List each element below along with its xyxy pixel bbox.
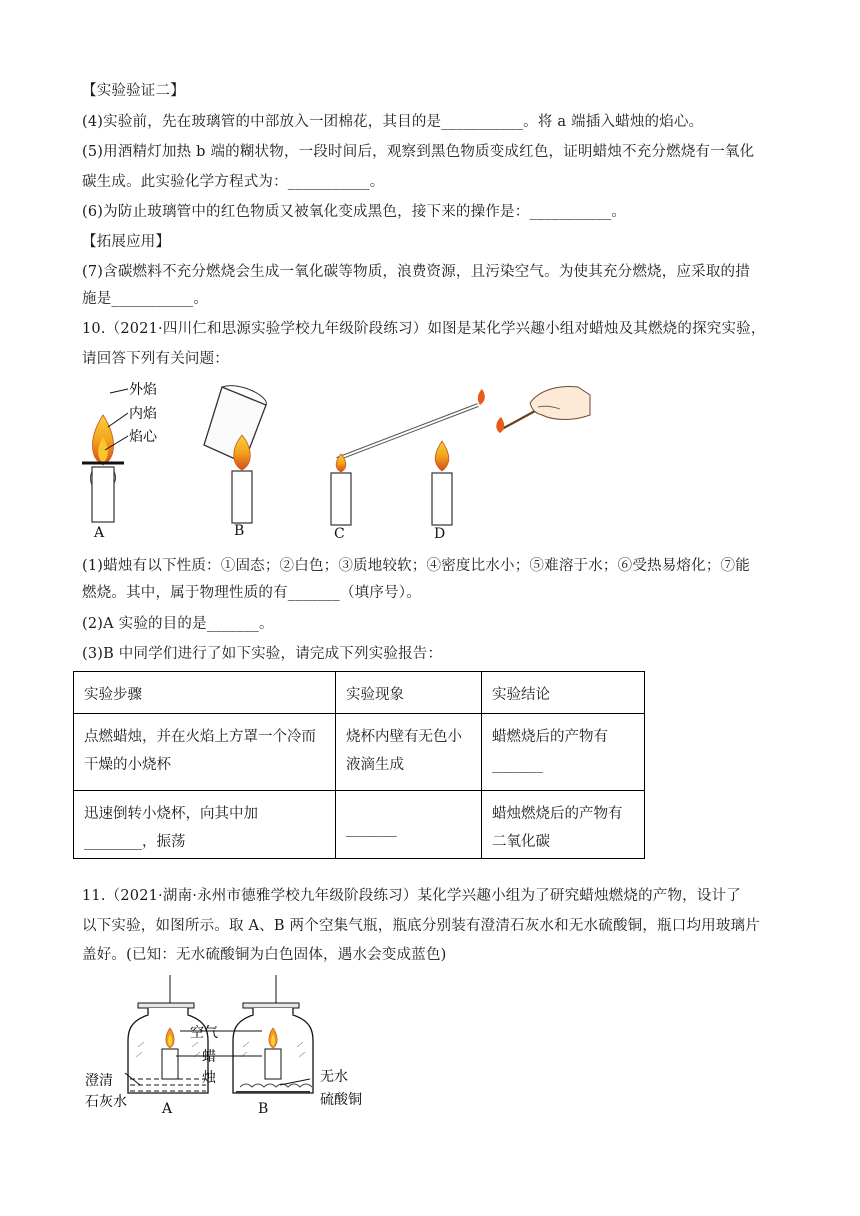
table-header-row <box>74 672 645 714</box>
table-header-cell: 实验现象 <box>336 672 482 714</box>
label-limewater-1: 澄清 <box>85 1073 113 1089</box>
question-6: (6)为防止玻璃管中的红色物质又被氧化变成黑色，接下来的操作是：___________。 <box>82 204 627 220</box>
label-air: 空气 <box>190 1025 218 1041</box>
section-title-verify-2: 【实验验证二】 <box>82 83 185 99</box>
table-header-cell: 实验结论 <box>482 672 645 714</box>
candle-a <box>82 382 158 541</box>
table-header-cell: 实验步骤 <box>74 672 336 714</box>
question-10-sub-3: (3)B 中同学们进行了如下实验，请完成下列实验报告： <box>82 646 443 662</box>
label-b: B <box>234 523 245 539</box>
experiment-report-table <box>73 671 645 859</box>
question-5-line-1: (5)用酒精灯加热 b 端的糊状物，一段时间后，观察到黑色物质变成红色，证明蜡烛不充分燃烧有一氧化 <box>82 144 755 160</box>
label-d: D <box>434 526 446 542</box>
question-10-line-2: 请回答下列有关问题： <box>82 351 229 367</box>
candle-b <box>204 386 266 539</box>
candle-c <box>331 389 485 542</box>
label-a: A <box>94 525 105 541</box>
question-11-line-3: 盖好。(已知：无水硫酸铜为白色固体，遇水会变成蓝色) <box>82 947 447 963</box>
table-cell: 蜡烛燃烧后的产物有二氧化碳 <box>482 791 645 859</box>
question-10-sub-1-line-2: 燃烧。其中，属于物理性质的有_______（填序号）。 <box>82 585 421 601</box>
table-row <box>74 714 645 791</box>
question-4: (4)实验前，先在玻璃管的中部放入一团棉花，其目的是___________。将 a 端插入蜡烛的焰心。 <box>82 114 704 130</box>
question-10-sub-1-line-1: (1)蜡烛有以下性质：①固态；②白色；③质地较软；④密度比水小；⑤难溶于水；⑥受热易熔化；⑦能 <box>82 558 750 574</box>
label-limewater-2: 石灰水 <box>85 1094 127 1110</box>
label-outer-flame: 外焰 <box>129 382 157 398</box>
table-cell: 迅速倒转小烧杯，向其中加________，振荡 <box>74 791 336 859</box>
label-jar-a: A <box>162 1101 173 1117</box>
label-cuso4-1: 无水 <box>320 1069 348 1085</box>
table-cell: _______ <box>336 791 482 859</box>
table-cell: 蜡燃烧后的产物有_______ <box>482 714 645 791</box>
gas-jar-figure <box>80 975 380 1135</box>
label-jar-b: B <box>258 1101 269 1117</box>
candle-d <box>432 387 590 542</box>
question-10-sub-2: (2)A 实验的目的是_______。 <box>82 616 274 632</box>
question-5-line-2: 碳生成。此实验化学方程式为：___________。 <box>82 174 385 190</box>
table-row <box>74 791 645 859</box>
table-cell: 烧杯内壁有无色小液滴生成 <box>336 714 482 791</box>
label-candle-1: 蜡 <box>202 1049 216 1065</box>
question-10-line-1: 10.（2021·四川仁和思源实验学校九年级阶段练习）如图是某化学兴趣小组对蜡烛及其燃烧的探究实验， <box>82 321 766 337</box>
label-inner-flame: 内焰 <box>129 406 157 422</box>
candle-experiment-figure <box>80 375 600 545</box>
question-11-line-1: 11.（2021·湖南·永州市德雅学校九年级阶段练习）某化学兴趣小组为了研究蜡烛燃烧的产物，设计了 <box>82 888 741 904</box>
jar-a <box>125 975 208 1117</box>
label-c: C <box>334 526 345 542</box>
label-flame-core: 焰心 <box>129 429 157 445</box>
section-title-extend: 【拓展应用】 <box>82 234 171 250</box>
question-11-line-2: 以下实验，如图所示。取 A、B 两个空集气瓶，瓶底分别装有澄清石灰水和无水硫酸铜，瓶口均用玻璃片 <box>82 918 760 934</box>
label-candle-2: 烛 <box>202 1070 216 1086</box>
question-7-line-1: (7)含碳燃料不充分燃烧会生成一氧化碳等物质，浪费资源，且污染空气。为使其充分燃烧，应采取的措 <box>82 264 750 280</box>
question-7-line-2: 施是___________。 <box>82 291 209 307</box>
jar-b <box>233 975 313 1117</box>
label-cuso4-2: 硫酸铜 <box>320 1092 362 1108</box>
table-cell: 点燃蜡烛，并在火焰上方罩一个冷而干燥的小烧杯 <box>74 714 336 791</box>
